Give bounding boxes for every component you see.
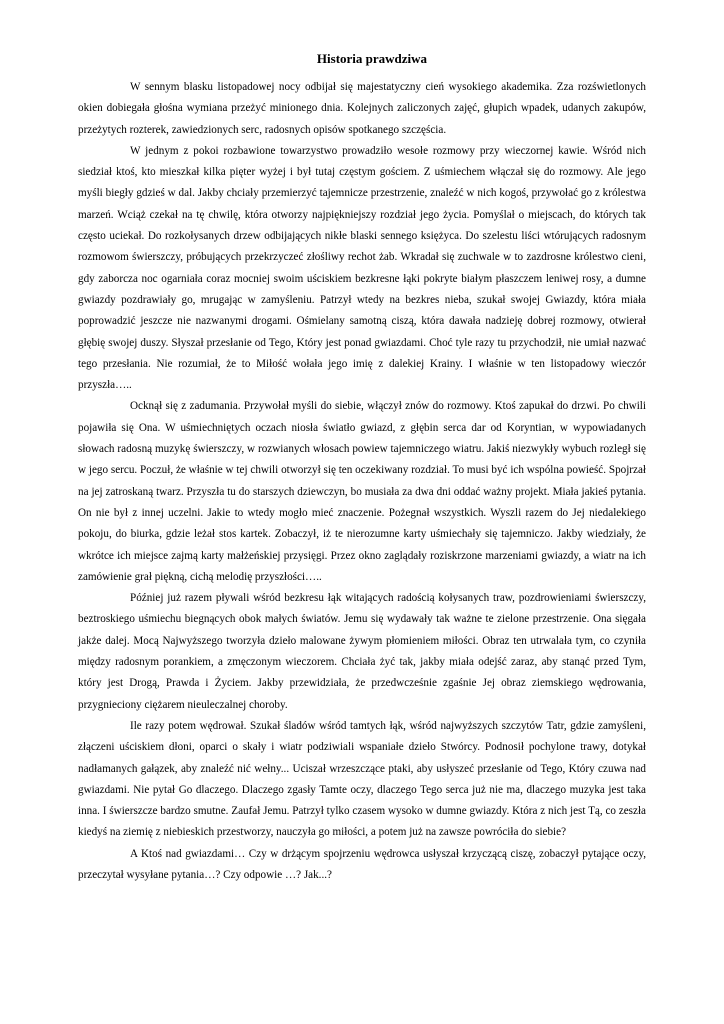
document-title: Historia prawdziwa xyxy=(316,51,428,66)
paragraph-6: A Ktoś nad gwiazdami… Czy w drżącym spojrzeniu wędrowca usłyszał krzyczącą ciszę, zobaczył pytające oczy, przeczytał wysyłane pytania…? Czy odpowie …? Jak...? xyxy=(78,847,646,881)
paragraph-3: Ocknął się z zadumania. Przywołał myśli do siebie, włączył znów do rozmowy. Ktoś zapukał do drzwi. Po chwili pojawiła się Ona. W uśmiechniętych oczach niosła światło gwiazd, z głębin serca dar od Koryntian, w wypowiadanych słowach radosną muzykę świerszczy, w rozwianych włosach powiew tajemniczego wiatru. Jakiś niezwykły wybuch rozległ się w jego sercu. Poczuł, że właśnie w tej chwili otworzył się ten oczekiwany rozdział. To musi być ich wspólna powieść. Spojrzał na jej zatroskaną twarz. Przyszła tu do starszych dziewczyn, bo musiała za dwa dni oddać ważny projekt. Miała jakieś pytania. On nie był z innej uczelni. Jakie to wtedy mogło mieć znaczenie. Pożegnał wszystkich. Wyszli razem do Jej niedalekiego pokoju, do biurka, gdzie leżał stos kartek. Zobaczył, iż te nierozumne karty uśmiechały się tajemniczo. Jakby wiedziały, że wkrótce ich miejsce zajmą karty małżeńskiej przysięgi. Przez okno zaglądały roziskrzone marzeniami gwiazdy, a wiatr na ich zamówienie grał piękną, cichą melodię przyszłości….. xyxy=(78,400,646,583)
paragraph-2: W jednym z pokoi rozbawione towarzystwo prowadziło wesołe rozmowy przy wieczornej kawie. Wśród nich siedział ktoś, kto mieszkał kilka pięter wyżej i był tutaj częstym gościem. Z uśmiechem włączał się do rozmowy. Ale jego myśli biegły gdzieś w dal. Jakby chciały przemierzyć tajemnicze przestrzenie, znaleźć w nich kogoś, przywołać go z królestwa marzeń. Wciąż czekał na tę chwilę, która otworzy najpiękniejszy rozdział jego życia. Pomyślał o miejscach, do których tak często uciekał. Do rozkołysanych drzew odbijających nikłe blaski sennego księżyca. Do szelestu liści wtórujących radosnym rozmowom świerszczy, próbujących przekrzyczeć złośliwy rechot żab. Wkradał się zuchwale w to zazdrosne królestwo cieni, gdy zaborcza noc ogarniała coraz mocniej swoim uściskiem bezkresne łąki pokryte białym płaszczem leniwej rosy, a dumne gwiazdy pozdrawiały go, mrugając w zamyśleniu. Patrzył wtedy na bezkres nieba, szukał swojej Gwiazdy, która miała poprowadzić jeszcze nie nazwanymi drogami. Ośmielany samotną ciszą, która dawała nadzieję dobrej rozmowy, otwierał głębię swojej duszy. Słyszał przesłanie od Tego, Który jest ponad gwiazdami. Choć tyle razy tu przychodził, nie umiał nazwać tego przesłania. Nie rozumiał, że to Miłość wołała jego imię z dalekiej Krainy. I właśnie w ten listopadowy wieczór przyszła….. xyxy=(78,144,646,392)
paragraph-4: Później już razem pływali wśród bezkresu łąk witających radością kołysanych traw, pozdrowieniami świerszczy, beztroskiego uśmiechu biegnących obok małych światów. Jemu się wydawały tak ważne te zielone przestrzenie. Ona sięgała jakże dalej. Mocą Najwyższego tworzyła dzieło malowane żywym płomieniem miłości. Obraz ten utrwalała tym, co czyniła między radosnym porankiem, a zmęczonym wieczorem. Chciała żyć tak, jakby miała odejść zaraz, aby stanąć przed Tym, który jest Drogą, Prawda i Życiem. Jakby przewidziała, że przedwcześnie zgaśnie Jej obraz ziemskiego wędrowania, przygnieciony ciężarem nieuleczalnej choroby. xyxy=(78,592,646,711)
paragraph-1: W sennym blasku listopadowej nocy odbijał się majestatyczny cień wysokiego akademika. Zza rozświetlonych okien dobiegała głośna wymiana przeżyć minionego dnia. Kolejnych zaliczonych zajęć, głupich wpadek, udanych zakupów, przeżytych rozterek, zawiedzionych serc, radosnych opisów spotkanego szczęścia. xyxy=(78,81,646,136)
paragraph-5: Ile razy potem wędrował. Szukał śladów wśród tamtych łąk, wśród najwyższych szczytów Tatr, gdzie zamyśleni, złączeni uściskiem dłoni, oparci o skały i wiatr podziwiali wspaniałe dzieło Stwórcy. Podnosił pochylone trawy, dotykał nadłamanych gałązek, aby znaleźć nić wełny... Uciszał wrzeszczące ptaki, aby usłyszeć przesłanie od Tego, Który czuwa nad gwiazdami. Nie pytał Go dlaczego. Dlaczego zgasły Tamte oczy, dlaczego Tego serca już nie ma, dlaczego muzyka jest taka inna. I świerszcze bardzo smutne. Zaufał Jemu. Patrzył tylko czasem wysoko w dumne gwiazdy. Która z nich jest Tą, co zeszła kiedyś na ziemię z niebieskich przestworzy, nauczyła go miłości, a potem już na zawsze powróciła do siebie? xyxy=(78,719,646,839)
